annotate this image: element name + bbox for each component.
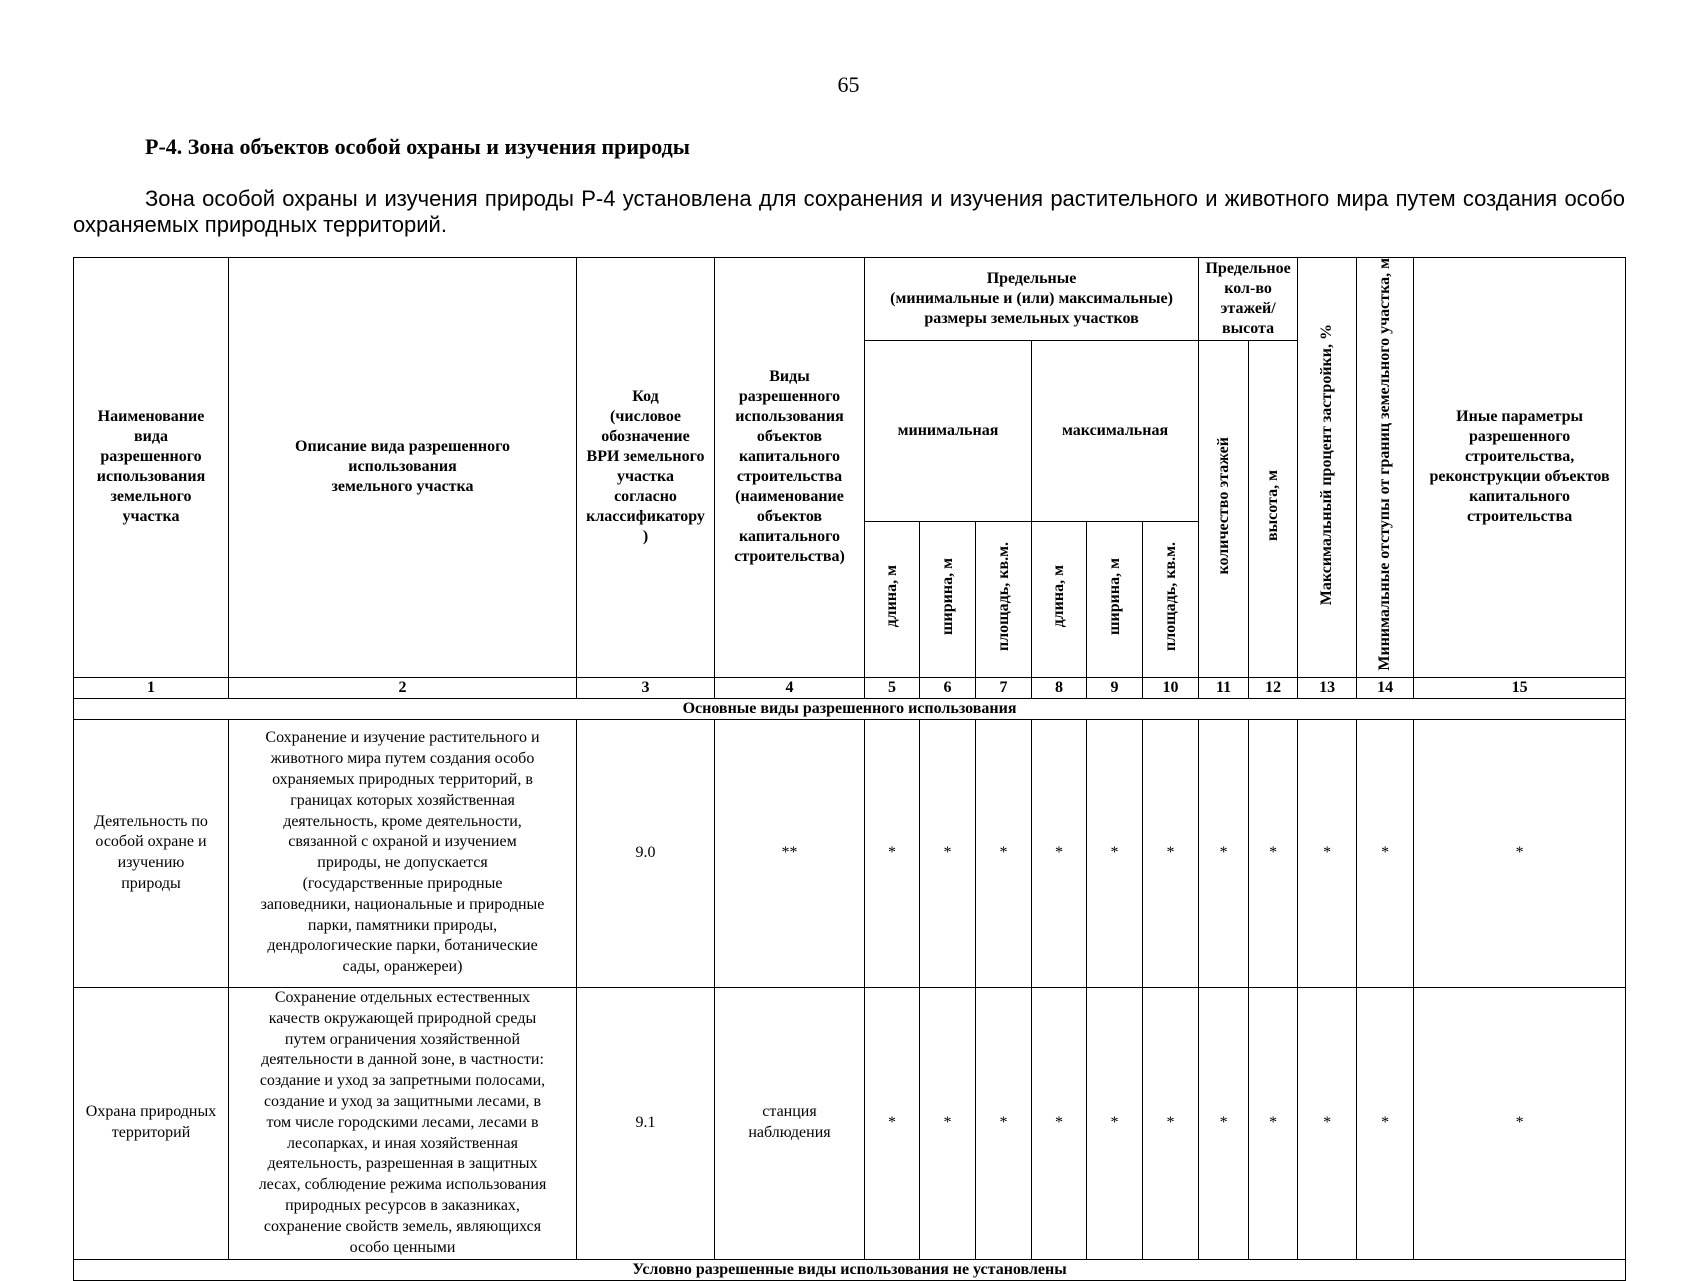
header-min-offsets: Минимальные отступы от границ земельного участка, м [1357,258,1414,678]
header-floor-count: количество этажей [1199,341,1249,678]
column-number: 9 [1087,677,1143,698]
regulations-table [73,257,1626,1281]
header-min-width: ширина, м [920,521,976,677]
row-value: * [1249,719,1298,987]
column-number: 1 [74,677,229,698]
row-value: * [1087,987,1143,1259]
intro-paragraph: Зона особой охраны и изучения природы Р-4 установлена для сохранения и изучения растительного и животного мира путем создания особо охраняемых природных территорий. [73,186,1625,237]
header-min-length: длина, м [865,521,920,677]
header-max-area: площадь, кв.м. [1143,521,1199,677]
row-objects: станция наблюдения [715,987,865,1259]
row-value: * [1298,987,1357,1259]
section-row-conditional [74,1259,1626,1280]
column-number: 15 [1414,677,1626,698]
row-code: 9.0 [577,719,715,987]
column-number: 12 [1249,677,1298,698]
header-code: Код (числовое обозначение ВРИ земельного участка согласно классификатору ) [577,258,715,678]
column-number: 4 [715,677,865,698]
table-row [74,987,1626,1259]
header-max-width: ширина, м [1087,521,1143,677]
row-value: * [1357,719,1414,987]
header-other-params: Иные параметры разрешенного строительства, реконструкции объектов капитального строительства [1414,258,1626,678]
column-number: 11 [1199,677,1249,698]
header-max-percent: Максимальный процент застройки, % [1298,258,1357,678]
header-plot-sizes: Предельные (минимальные и (или) максимальные) размеры земельных участков [865,258,1199,341]
page-number: 65 [837,72,860,97]
row-value: * [1199,719,1249,987]
row-value: * [1298,719,1357,987]
row-value: * [1143,719,1199,987]
row-value: * [1357,987,1414,1259]
column-number: 14 [1357,677,1414,698]
row-value: * [1032,719,1087,987]
section-conditional-title: Условно разрешенные виды использования не установлены [74,1259,1626,1280]
row-value: * [865,987,920,1259]
row-value: * [1032,987,1087,1259]
row-objects: ** [715,719,865,987]
header-object-types: Виды разрешенного использования объектов капитального строительства (наименование объектов капитального строительства) [715,258,865,678]
section-main-title: Основные виды разрешенного использования [74,698,1626,719]
header-row-1 [74,258,1626,341]
header-maximal: максимальная [1032,341,1199,522]
column-number: 5 [865,677,920,698]
table-row [74,719,1626,987]
row-value: * [976,987,1032,1259]
column-number: 2 [229,677,577,698]
row-description: Сохранение отдельных естественных качеств окружающей природной среды путем ограничения хозяйственной деятельности в данной зоне, в частности: создание и уход за запретными полосами, создание и уход за защитными лесами, в том числе городскими лесами, лесами в лесопарках, и иная хозяйственная деятельность, разрешенная в защитных лесах, соблюдение режима использования природных ресурсов в заказниках, сохранение свойств земель, являющихся особо ценными [229,987,577,1259]
row-value: * [1249,987,1298,1259]
header-min-area: площадь, кв.м. [976,521,1032,677]
row-value: * [976,719,1032,987]
row-use-name: Охрана природных территорий [74,987,229,1259]
column-number: 10 [1143,677,1199,698]
row-value: * [865,719,920,987]
row-description: Сохранение и изучение растительного и животного мира путем создания особо охраняемых природных территорий, в границах которых хозяйственная деятельность, кроме деятельности, связанной с охраной и изучением природы, не допускается (государственные природные заповедники, национальные и природные парки, памятники природы, дендрологические парки, ботанические сады, оранжереи) [229,719,577,987]
row-value: * [920,987,976,1259]
section-row-main [74,698,1626,719]
row-value: * [1143,987,1199,1259]
zone-title: Р-4. Зона объектов особой охраны и изучения природы [145,134,690,159]
column-number: 13 [1298,677,1357,698]
column-number: 3 [577,677,715,698]
row-use-name: Деятельность по особой охране и изучению природы [74,719,229,987]
header-description: Описание вида разрешенного использования земельного участка [229,258,577,678]
row-value: * [1199,987,1249,1259]
header-minimal: минимальная [865,341,1032,522]
header-floors-height: Предельное кол-во этажей/ высота [1199,258,1298,341]
row-value: * [1414,719,1626,987]
row-value: * [920,719,976,987]
row-value: * [1414,987,1626,1259]
column-number-row [74,677,1626,698]
header-height: высота, м [1249,341,1298,678]
row-code: 9.1 [577,987,715,1259]
header-max-length: длина, м [1032,521,1087,677]
header-use-name: Наименование вида разрешенного использования земельного участка [74,258,229,678]
column-number: 7 [976,677,1032,698]
column-number: 8 [1032,677,1087,698]
column-number: 6 [920,677,976,698]
row-value: * [1087,719,1143,987]
